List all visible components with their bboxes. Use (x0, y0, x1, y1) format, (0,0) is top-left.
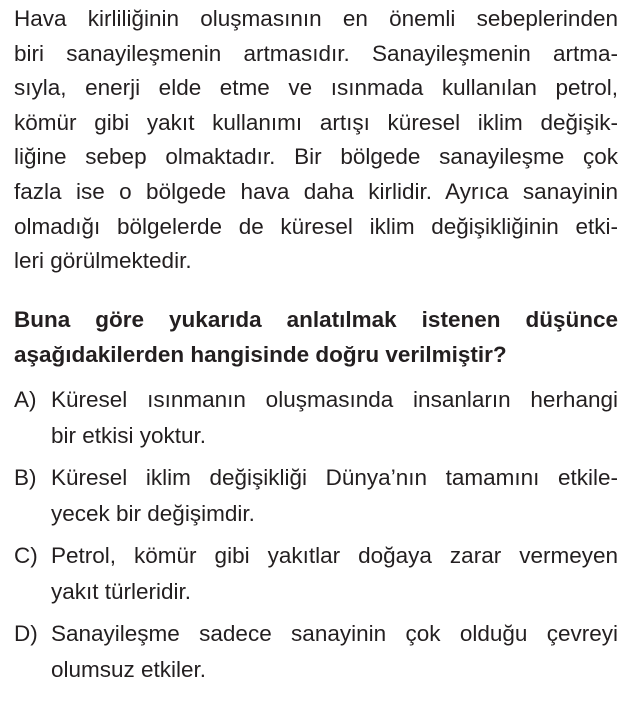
option-line: bir etkisi yoktur. (51, 423, 207, 448)
option-a[interactable] (14, 382, 618, 460)
option-letter: D) (14, 621, 38, 646)
option-line: Küresel iklim değişikliği Dünya’nın tamamını etkile- (51, 465, 618, 490)
passage-line: fazla ise o bölgede hava daha kirlidir. Ayrıca sanayinin (14, 178, 618, 204)
passage-line: biri sanayileşmenin artmasıdır. Sanayileşmenin artma- (14, 40, 618, 66)
option-text (51, 460, 618, 532)
passage-line: leri görülmektedir. (14, 248, 192, 274)
option-text (51, 616, 618, 688)
answer-options (14, 382, 618, 694)
option-text (51, 382, 618, 454)
passage-line: sıyla, enerji elde etme ve ısınmada kullanılan petrol, (14, 75, 618, 101)
option-text (51, 538, 618, 610)
option-line: olumsuz etkiler. (51, 657, 207, 682)
option-b[interactable] (14, 460, 618, 538)
passage-line: Hava kirliliğinin oluşmasının en önemli sebeplerinden (14, 6, 618, 31)
question-line: aşağıdakilerden hangisinde doğru verilmiştir? (14, 342, 507, 367)
option-line: Sanayileşme sadece sanayinin çok olduğu çevreyi (51, 621, 618, 646)
option-line: yakıt türleridir. (51, 579, 192, 604)
question-line: Buna göre yukarıda anlatılmak istenen düşünce (14, 307, 618, 332)
passage-line: liğine sebep olmaktadır. Bir bölgede sanayileşme çok (14, 144, 618, 170)
option-line: yecek bir değişimdir. (51, 501, 255, 526)
option-line: Küresel ısınmanın oluşmasında insanların herhangi (51, 387, 618, 412)
passage-paragraph (14, 2, 618, 279)
option-letter: B) (14, 465, 37, 490)
option-letter: A) (14, 387, 37, 412)
question-stem (14, 302, 618, 372)
option-c[interactable] (14, 538, 618, 616)
option-letter: C) (14, 543, 38, 568)
passage-line: kömür gibi yakıt kullanımı artışı küresel iklim değişik- (14, 109, 618, 135)
passage-line: olmadığı bölgelerde de küresel iklim değişikliğinin etki- (14, 213, 618, 239)
option-line: Petrol, kömür gibi yakıtlar doğaya zarar vermeyen (51, 543, 618, 568)
option-d[interactable] (14, 616, 618, 694)
